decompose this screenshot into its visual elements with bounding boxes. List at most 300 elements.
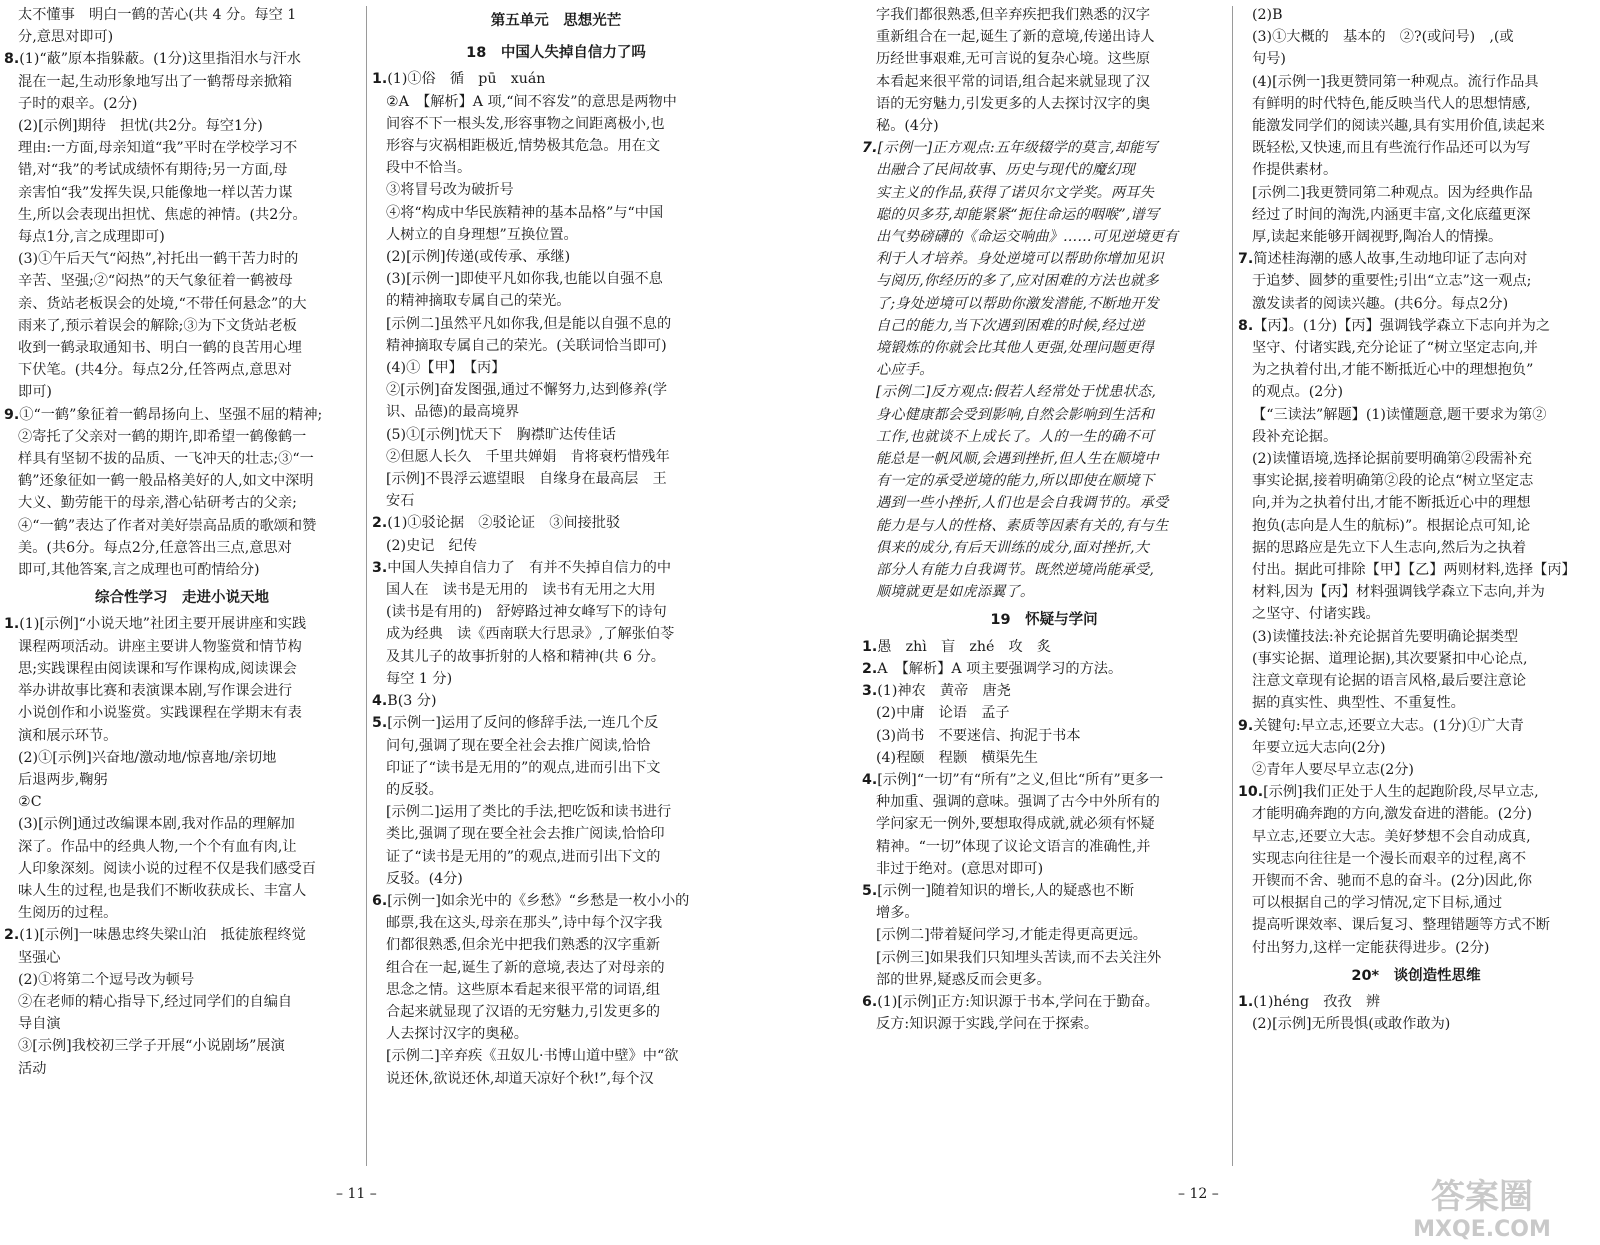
answer-text: 秘。(4分) — [876, 118, 939, 135]
answer-line — [4, 470, 360, 492]
answer-line — [1238, 492, 1594, 514]
answer-line — [862, 115, 1226, 137]
answer-text: (1)[示例]“小说天地”社团主要开展讲座和实践 — [19, 616, 307, 633]
answer-text: 下伏笔。(共4分。每点2分,任答两点,意思对 — [18, 362, 292, 379]
answer-text: (2)①[示例]兴奋地/激动地/惊喜地/亲切地 — [18, 749, 277, 766]
question-number: 2. — [862, 660, 878, 677]
answer-line — [372, 735, 740, 757]
answer-line — [862, 725, 1226, 747]
answer-line — [1238, 692, 1594, 714]
answer-item-start — [372, 712, 740, 734]
question-number: 6. — [862, 993, 878, 1010]
answer-text: 增多。 — [876, 905, 919, 922]
answer-text: 作提供素材。 — [1252, 162, 1338, 179]
answer-text: (事实论据、道理论据),其次要紧扣中心论点, — [1252, 650, 1528, 667]
answer-text: 亲、货站老板误会的处境,“不带任何悬念”的大 — [18, 295, 307, 312]
answer-text: ②C — [18, 794, 42, 811]
answer-line — [372, 401, 740, 423]
answer-line — [372, 535, 740, 557]
answer-text: 后退两步,鞠躬 — [18, 771, 108, 788]
answer-line — [4, 337, 360, 359]
answer-line — [1238, 359, 1594, 381]
answer-text: (3)①午后天气“闷热”,衬托出一鹤干苦力时的 — [18, 251, 299, 268]
answer-text: (1)①俗 循 pū xuán — [387, 71, 546, 88]
answer-line — [1238, 137, 1594, 159]
answer-line — [1238, 159, 1594, 181]
answer-text: 早立志,还要立大志。美好梦想不会自动成真, — [1252, 828, 1531, 845]
answer-line — [1238, 870, 1594, 892]
answer-line — [4, 969, 360, 991]
answer-text: (3)[示例]通过改编课本剧,我对作品的理解加 — [18, 816, 295, 833]
answer-line — [862, 248, 1226, 270]
answer-text: 精神摘取专属自己的荣光。(关联词恰当即可) — [386, 337, 667, 354]
answer-text: 生,所以会表现出担忧、焦虑的神情。(共2分。 — [18, 206, 307, 223]
answer-text: 及其儿子的故事折射的人格和精神(共 6 分。 — [386, 648, 665, 665]
answer-line — [372, 757, 740, 779]
answer-line — [862, 581, 1226, 603]
answer-line — [4, 270, 360, 292]
answer-text: 付出努力,这样一定能获得进步。(2分) — [1252, 939, 1490, 956]
question-number: 3. — [862, 683, 878, 700]
answer-text: 人树立的自身理想”互换位置。 — [386, 226, 578, 243]
answer-line — [4, 159, 360, 181]
answer-line — [862, 182, 1226, 204]
answer-text: 种加重、强调的意味。强调了古今中外所有的 — [876, 794, 1160, 811]
answer-line — [862, 48, 1226, 70]
answer-line — [1238, 581, 1594, 603]
answer-text: (2)史记 纪传 — [386, 537, 478, 554]
section-title: 第五单元 思想光芒 — [490, 13, 622, 29]
answer-line — [862, 1013, 1226, 1035]
question-number: 4. — [862, 771, 878, 788]
answer-text: 形容与灾祸相距极近,情势极其危急。用在文 — [386, 138, 661, 155]
answer-text: 的反驳。 — [386, 781, 443, 798]
answer-line — [1238, 803, 1594, 825]
answer-line — [372, 424, 740, 446]
answer-line — [4, 991, 360, 1013]
answer-item-start — [372, 557, 740, 579]
answer-text: 历经世事艰难,无可言说的复杂心境。这些原 — [876, 51, 1151, 68]
answer-item-start — [862, 636, 1226, 658]
answer-line — [862, 293, 1226, 315]
answer-text: 开锲而不舍、驰而不息的奋斗。(2分)因此,你 — [1252, 872, 1532, 889]
answer-line — [862, 426, 1226, 448]
answer-line — [4, 115, 360, 137]
answer-text: 重新组合在一起,诞生了新的意境,传递出诗人 — [876, 29, 1155, 46]
answer-text: 每点1分,言之成理即可) — [18, 229, 165, 246]
answer-text: 邮票,我在这头,母亲在那头”,诗中每个汉字我 — [386, 915, 663, 932]
answer-text: [示例二]辛弃疾《丑奴儿·书博山道中壁》中“欲 — [386, 1048, 679, 1065]
answer-text: 激发读者的阅读兴趣。(共6分。每点2分) — [1252, 295, 1509, 312]
answer-line — [1238, 892, 1594, 914]
answer-text: 收到一鹤录取通知书、明白一鹤的良苦用心埋 — [18, 340, 302, 357]
answer-line — [4, 702, 360, 724]
answer-line — [1238, 337, 1594, 359]
answer-text: 坚强心 — [18, 949, 61, 966]
answer-text: 中国人失掉自信力了 有并不失掉自信力的中 — [387, 559, 672, 576]
answer-line — [862, 924, 1226, 946]
question-number: 8. — [4, 51, 20, 68]
answer-line — [862, 537, 1226, 559]
section-title: 20* 谈创造性思维 — [1351, 967, 1481, 984]
question-number: 5. — [862, 882, 878, 899]
answer-text: 【丙】。(1分)【丙】强调钱学森立下志向并为之 — [1253, 317, 1551, 334]
answer-line — [1238, 26, 1594, 48]
question-number: 6. — [372, 892, 388, 909]
answer-line — [862, 359, 1226, 381]
answer-line — [4, 315, 360, 337]
answer-text: 遇到一些小挫折,人们也是会自我调节的。承受 — [876, 495, 1169, 512]
answer-text: (3)[示例一]即使平凡如你我,也能以自强不息 — [386, 271, 663, 288]
answer-text: ②A 【解析】A 项,“间不容发”的意思是两物中 — [386, 93, 677, 110]
column-2 — [372, 4, 740, 1172]
question-number: 7. — [1238, 251, 1254, 268]
answer-text: 【“三读法”解题】(1)读懂题意,题干要求为第② — [1252, 406, 1547, 423]
answer-line — [4, 880, 360, 902]
answer-text: 有鲜明的时代特色,能反映当代人的思想情感, — [1252, 95, 1531, 112]
answer-text: 愚 zhì 盲 zhé 攻 炙 — [877, 638, 1052, 655]
answer-text: 分,意思对即可) — [18, 29, 114, 46]
answer-text: 可以根据自己的学习情况,定下目标,通过 — [1252, 895, 1503, 912]
answer-line — [862, 4, 1226, 26]
answer-line — [4, 1058, 360, 1080]
answer-line — [862, 204, 1226, 226]
answer-text: 理由:一方面,母亲知道“我”平时在学校学习不 — [18, 140, 298, 157]
question-number: 1. — [862, 638, 878, 655]
answer-line — [4, 448, 360, 470]
answer-item-start — [372, 690, 740, 712]
answer-text: 语的无穷魅力,引发更多的人去探讨汉字的奥 — [876, 95, 1151, 112]
answer-text: 生阅历的过程。 — [18, 905, 118, 922]
answer-line — [1238, 737, 1594, 759]
answer-text: (5)①[示例]忧天下 胸襟旷达传佳话 — [386, 426, 616, 443]
answer-text: 段中不恰当。 — [386, 160, 472, 177]
answer-item-start — [862, 769, 1226, 791]
question-number: 1. — [372, 71, 388, 88]
answer-text: 错,对“我”的考试成绩怀有期待;另一方面,母 — [18, 162, 288, 179]
answer-text: 思念之情。这些原本看起来很平常的词语,组 — [386, 981, 661, 998]
answer-line — [372, 313, 740, 335]
answer-line — [372, 179, 740, 201]
watermark-site: MXQE.COM — [1413, 1217, 1551, 1242]
answer-line — [1238, 515, 1594, 537]
answer-line — [862, 492, 1226, 514]
answer-line — [1238, 848, 1594, 870]
answer-line — [862, 813, 1226, 835]
answer-line — [4, 769, 360, 791]
answer-text: 美。(共6分。每点2分,任意答出三点,意思对 — [18, 539, 292, 556]
answer-text: 注意文章现有论据的语言风格,最后要注意论 — [1252, 673, 1527, 690]
answer-text: 有一定的承受逆境的能力,所以即使在顺境下 — [876, 473, 1155, 490]
answer-line — [1238, 426, 1594, 448]
answer-text: (3)尚书 不要迷信、拘泥于书本 — [876, 727, 1081, 744]
answer-text: ②青年人要尽早立志(2分) — [1252, 761, 1414, 778]
answer-text: [示例]不畏浮云遮望眼 自缘身在最高层 王 — [386, 471, 667, 488]
answer-line — [4, 226, 360, 248]
answer-text: 即可,其他答案,言之成理也可酌情给分) — [18, 562, 260, 579]
answer-line — [4, 426, 360, 448]
answer-text: [示例一]运用了反问的修辞手法,一连几个反 — [387, 715, 659, 732]
answer-line — [4, 791, 360, 813]
answer-line — [372, 579, 740, 601]
answer-line — [4, 381, 360, 403]
answer-line — [4, 293, 360, 315]
answer-text: 印证了“读书是无用的”的观点,进而引出下文 — [386, 759, 661, 776]
answer-text: [示例二]带着疑问学习,才能走得更高更远。 — [876, 927, 1147, 944]
answer-line — [862, 902, 1226, 924]
answer-text: 学问家无一例外,要想取得成就,就必须有怀疑 — [876, 816, 1155, 833]
answer-text: 即可) — [18, 384, 52, 401]
answer-text: 小说创作和小说鉴赏。实践课程在学期末有表 — [18, 705, 302, 722]
answer-text: (1)①驳论据 ②驳论证 ③间接批驳 — [387, 515, 621, 532]
answer-line — [372, 601, 740, 623]
answer-line — [372, 1023, 740, 1045]
answer-text: [示例]我们正处于人生的起跑阶段,尽早立志, — [1263, 784, 1539, 801]
column-divider — [1232, 6, 1233, 1166]
question-number: 7. — [862, 140, 878, 157]
section-title: 19 怀疑与学问 — [990, 612, 1098, 629]
answer-text: 出气势磅礴的《命运交响曲》……可见逆境更有 — [876, 229, 1179, 246]
answer-line — [1238, 648, 1594, 670]
answer-line — [372, 468, 740, 490]
answer-text: 成为经典 读《西南联大行思录》,了解张伯苓 — [386, 626, 675, 643]
answer-text: 鹤”还象征如一鹤一般品格美好的人,如文中深明 — [18, 473, 314, 490]
answer-text: (1)神农 黄帝 唐尧 — [877, 683, 1011, 700]
answer-line — [862, 969, 1226, 991]
answer-text: 非过于绝对。(意思对即可) — [876, 860, 1044, 877]
answer-line — [4, 359, 360, 381]
answer-line — [862, 791, 1226, 813]
answer-line — [4, 902, 360, 924]
answer-line — [4, 26, 360, 48]
answer-line — [372, 1045, 740, 1067]
answer-text: (读书是有用的) 舒婷路过神女峰写下的诗句 — [386, 604, 667, 621]
answer-text: 关键句:早立志,还要立大志。(1分)①广大青 — [1253, 717, 1524, 734]
answer-text: 间容不下一根头发,形容事物之间距离极小,也 — [386, 115, 665, 132]
answer-text: 能激发同学们的阅读兴趣,具有实用价值,读起来 — [1252, 118, 1545, 135]
answer-item-start — [1238, 991, 1594, 1013]
answer-line — [1238, 826, 1594, 848]
question-number: 5. — [372, 715, 388, 732]
answer-text: 出融合了民间故事、历史与现代的魔幻现 — [876, 162, 1135, 179]
answer-text: 合起来就显现了汉语的无穷魅力,引发更多的 — [386, 1003, 661, 1020]
question-number: 1. — [1238, 993, 1254, 1010]
answer-line — [862, 93, 1226, 115]
answer-text: 才能明确奔跑的方向,激发奋进的潜能。(2分) — [1252, 806, 1532, 823]
answer-line — [4, 813, 360, 835]
answer-item-start — [4, 613, 360, 635]
answer-text: 心应手。 — [876, 362, 934, 379]
question-number: 2. — [4, 927, 20, 944]
answer-text: 实主义的作品,获得了诺贝尔文学奖。两耳失 — [876, 184, 1155, 201]
answer-line — [1238, 381, 1594, 403]
answer-line — [4, 248, 360, 270]
answer-text: 既轻松,又快速,而且有些流行作品还可以为写 — [1252, 140, 1531, 157]
answer-text: ②但愿人长久 千里共婵娟 肯将衰朽惜残年 — [386, 448, 670, 465]
answer-line — [4, 1035, 360, 1057]
answer-text: (2)读懂语境,选择论据前要明确第②段需补充 — [1252, 451, 1532, 468]
answer-item-start — [862, 680, 1226, 702]
section-title: 综合性学习 走进小说天地 — [95, 590, 269, 607]
answer-text: 境锻炼的你就会比其他人更强,处理问题更得 — [876, 340, 1155, 357]
answer-text: 们都很熟悉,但余光中把我们熟悉的汉字重新 — [386, 937, 661, 954]
answer-text: 据的真实性、典型性、不重复性。 — [1252, 695, 1465, 712]
answer-text: 简述桂海潮的感人故事,生动地印证了志向对 — [1253, 251, 1528, 268]
answer-text: [示例一]如余光中的《乡愁》“乡愁是一枚小小的 — [387, 892, 690, 909]
answer-line — [372, 934, 740, 956]
answer-line — [372, 490, 740, 512]
answer-line — [372, 135, 740, 157]
answer-text: 能力是与人的性格、素质等因素有关的,有与生 — [876, 517, 1169, 534]
answer-text: ②[示例]奋发图强,通过不懈努力,达到修养(学 — [386, 382, 668, 399]
answer-text: 顺境就更是如虎添翼了。 — [876, 584, 1035, 601]
answer-text: 事实论据,接着明确第②段的论点“树立坚定志 — [1252, 473, 1534, 490]
answer-text: [示例二]虽然平凡如你我,但是能以自强不息的 — [386, 315, 672, 332]
answer-text: A 【解析】A 项主要强调学习的方法。 — [877, 660, 1123, 677]
answer-text: 年要立远大志向(2分) — [1252, 739, 1386, 756]
answer-line — [4, 947, 360, 969]
answer-text: 类比,强调了现在要全社会去推广阅读,恰恰印 — [386, 826, 665, 843]
column-4 — [1238, 4, 1594, 1172]
answer-text: 课程两项活动。讲座主要讲人物鉴赏和情节构 — [18, 638, 302, 655]
answer-line — [372, 846, 740, 868]
answer-text: 每空 1 分) — [386, 670, 453, 687]
answer-line — [1238, 182, 1594, 204]
answer-text: 安石 — [386, 493, 415, 510]
answer-text: 工作,也就谈不上成长了。人的一生的确不可 — [876, 428, 1155, 445]
answer-text: 反方:知识源于实践,学问在于探索。 — [876, 1016, 1099, 1033]
answer-line — [1238, 559, 1594, 581]
answer-text: 样具有坚韧不拔的品质、一飞冲天的壮志;③“一 — [18, 451, 314, 468]
answer-line — [862, 381, 1226, 403]
answer-text: [示例三]如果我们只知埋头苦读,而不去关注外 — [876, 949, 1162, 966]
answer-line — [1238, 537, 1594, 559]
answer-line — [4, 137, 360, 159]
answer-text: 子时的艰辛。(2分) — [18, 95, 138, 112]
answer-line — [4, 658, 360, 680]
answer-line — [862, 226, 1226, 248]
answer-line — [1238, 404, 1594, 426]
answer-line — [372, 1001, 740, 1023]
answer-line — [372, 202, 740, 224]
answer-line — [372, 224, 740, 246]
answer-line — [862, 159, 1226, 181]
answer-line — [4, 182, 360, 204]
watermark-brand: 答案圈 — [1431, 1177, 1533, 1217]
answer-text: (2)[示例]传递(或传承、承继) — [386, 249, 571, 266]
question-number: 9. — [1238, 717, 1254, 734]
answer-text: 据的思路应是先立下人生志向,然后为之执着 — [1252, 539, 1527, 556]
answer-line — [4, 71, 360, 93]
answer-text: 段补充论据。 — [1252, 428, 1338, 445]
answer-text: 身心健康都会受到影响,自然会影响到生活和 — [876, 406, 1155, 423]
answer-text: 付出。据此可排除【甲】【乙】两则材料,选择【丙】 — [1252, 562, 1576, 579]
answer-line — [4, 725, 360, 747]
answer-text: (3)读懂技法:补充论据首先要明确论据类型 — [1252, 628, 1519, 645]
answer-text: 举办讲故事比赛和表演课本剧,写作课会进行 — [18, 683, 293, 700]
answer-line — [862, 448, 1226, 470]
answer-text: 思;实践课程由阅读课和写作课构成,阅读课会 — [18, 660, 297, 677]
section-title: 18 中国人失掉自信力了吗 — [466, 45, 646, 62]
question-number: 1. — [4, 616, 20, 633]
answer-text: 识、品德)的最高境界 — [386, 404, 520, 421]
question-number: 4. — [372, 693, 388, 710]
answer-line — [1238, 603, 1594, 625]
answer-line — [4, 636, 360, 658]
answer-line — [372, 801, 740, 823]
answer-text: 利于人才培养。身处逆境可以帮助你增加见识 — [876, 251, 1164, 268]
answer-text: 混在一起,生动形象地写出了一鹤帮母亲掀箱 — [18, 73, 293, 90]
answer-line — [4, 559, 360, 581]
answer-text: 部的世界,疑惑反而会更多。 — [876, 971, 1051, 988]
answer-line — [372, 623, 740, 645]
answer-line — [4, 747, 360, 769]
answer-text: ②在老师的精心指导下,经过同学们的自编自 — [18, 993, 293, 1010]
answer-line — [1238, 270, 1594, 292]
answer-line — [1238, 448, 1594, 470]
answer-line — [862, 470, 1226, 492]
answer-text: (2)①将第二个逗号改为顿号 — [18, 971, 195, 988]
answer-item-start — [4, 924, 360, 946]
answer-text: 聪的贝多芬,却能紧紧“扼住命运的咽喉”,谱写 — [876, 206, 1160, 223]
answer-line — [372, 357, 740, 379]
answer-line — [862, 26, 1226, 48]
answer-line — [4, 492, 360, 514]
answer-text: 辛苦、坚强;②“闷热”的天气象征着一鹤被母 — [18, 273, 293, 290]
answer-text: 坚守、付诸实践,充分论证了“树立坚定志向,并 — [1252, 340, 1538, 357]
answer-line — [862, 559, 1226, 581]
answer-text: 反驳。(4分) — [386, 870, 463, 887]
answer-text: 演和展示环节。 — [18, 727, 118, 744]
answer-line — [1238, 626, 1594, 648]
answer-line — [372, 1068, 740, 1090]
answer-text: 说还休,欲说还休,却道天凉好个秋!”,每个汉 — [386, 1070, 654, 1087]
answer-line — [4, 836, 360, 858]
answer-line — [862, 337, 1226, 359]
answer-line — [1238, 670, 1594, 692]
column-3 — [862, 4, 1226, 1172]
answer-line — [372, 957, 740, 979]
answer-text: ④“一鹤”表达了作者对美好崇高品质的歌颂和赞 — [18, 517, 317, 534]
answer-text: (1)héng 孜孜 辨 — [1253, 993, 1381, 1010]
answer-line — [4, 93, 360, 115]
answer-line — [4, 204, 360, 226]
answer-line — [1238, 204, 1594, 226]
answer-item-start — [1238, 315, 1594, 337]
answer-line — [4, 680, 360, 702]
answer-line — [1238, 1013, 1594, 1035]
answer-line — [372, 379, 740, 401]
answer-line — [4, 1013, 360, 1035]
answer-text: [示例二]反方观点:假若人经常处于忧患状态, — [876, 384, 1157, 401]
answer-line — [372, 290, 740, 312]
answer-text: 句号) — [1252, 51, 1286, 68]
answer-line — [372, 912, 740, 934]
answer-text: 厚,读起来能够开阔视野,陶冶人的情操。 — [1252, 229, 1503, 246]
answer-text: (1)[示例]正方:知识源于书本,学问在于勤奋。 — [877, 993, 1159, 1010]
answer-line — [862, 404, 1226, 426]
answer-text: 部分人有能力自我调节。既然逆境尚能承受, — [876, 562, 1155, 579]
answer-text: [示例一]正方观点:五年级辍学的莫言,却能写 — [877, 140, 1158, 157]
answer-text: 导自演 — [18, 1016, 61, 1033]
answer-text: 国人在 读书是无用的 读书有无用之大用 — [386, 582, 656, 599]
answer-text: (4)①【甲】 【丙】 — [386, 360, 506, 377]
answer-text: 能总是一帆风顺,会遇到挫折,但人生在顺境中 — [876, 451, 1159, 468]
answer-line — [372, 268, 740, 290]
answer-text: 提高听课效率、课后复习、整理错题等方式不断 — [1252, 917, 1550, 934]
answer-text: 证了“读书是无用的”的观点,进而引出下文的 — [386, 848, 661, 865]
answer-text: 人去探讨汉字的奥秘。 — [386, 1026, 528, 1043]
